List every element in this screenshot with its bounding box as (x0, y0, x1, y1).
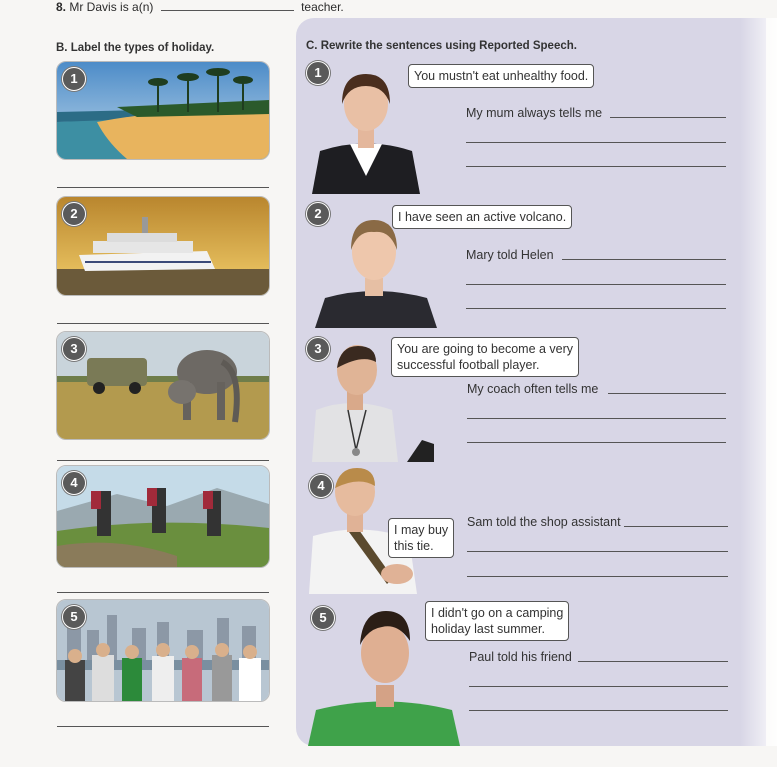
answer-line-3[interactable] (57, 460, 269, 461)
answer-line-5[interactable] (57, 726, 269, 727)
bubble-5-line-2: holiday last summer. (431, 622, 545, 636)
answer-line-1[interactable] (57, 187, 269, 188)
bubble-4-line-2: this tie. (394, 539, 434, 553)
bubble-5-line-1: I didn't go on a camping (431, 606, 564, 620)
write-line-3b[interactable] (467, 418, 726, 419)
cruise-ship-photo (56, 196, 270, 296)
answer-line-4[interactable] (57, 592, 269, 593)
write-line-4a[interactable] (624, 526, 728, 527)
prompt-2: Mary told Helen (466, 248, 554, 262)
prompt-4: Sam told the shop assistant (467, 515, 621, 529)
write-line-4b[interactable] (467, 551, 728, 552)
bubble-3-line-1: You are going to become a very (397, 342, 574, 356)
c-badge-4: 4 (309, 474, 333, 498)
exercise-number: 8. (56, 0, 67, 14)
businesswoman-image (312, 66, 420, 194)
write-line-1c[interactable] (466, 166, 726, 167)
write-line-5c[interactable] (469, 710, 728, 711)
answer-blank[interactable] (161, 0, 294, 11)
write-line-5a[interactable] (578, 661, 728, 662)
c-badge-5: 5 (311, 606, 335, 630)
page-fold-shadow (740, 18, 777, 746)
speech-bubble-3 (391, 337, 579, 377)
write-line-1a[interactable] (610, 117, 726, 118)
write-line-5b[interactable] (469, 686, 728, 687)
prompt-3: My coach often tells me (467, 382, 599, 396)
sightseeing-photo (56, 599, 270, 702)
write-line-3a[interactable] (608, 393, 726, 394)
hiking-photo (56, 465, 270, 568)
badge-4: 4 (62, 471, 86, 495)
safari-photo (56, 331, 270, 440)
bubble-4-line-1: I may buy (394, 523, 449, 537)
write-line-2a[interactable] (562, 259, 726, 260)
exercise-8-line (56, 0, 344, 14)
answer-line-2[interactable] (57, 323, 269, 324)
write-line-2b[interactable] (466, 284, 726, 285)
exercise-text-after: teacher. (301, 0, 344, 14)
badge-1: 1 (62, 67, 86, 91)
badge-2: 2 (62, 202, 86, 226)
c-badge-1: 1 (306, 61, 330, 85)
c-badge-3: 3 (306, 337, 330, 361)
write-line-4c[interactable] (467, 576, 728, 577)
speech-bubble-4 (388, 518, 454, 558)
prompt-5: Paul told his friend (469, 650, 572, 664)
bubble-3-line-2: successful football player. (397, 358, 540, 372)
write-line-3c[interactable] (467, 442, 726, 443)
c-badge-2: 2 (306, 202, 330, 226)
section-c-heading: C. Rewrite the sentences using Reported Speech. (306, 40, 577, 52)
prompt-1: My mum always tells me (466, 106, 603, 120)
exercise-text-before: Mr Davis is a(n) (69, 0, 154, 14)
section-b-heading: B. Label the types of holiday. (56, 42, 215, 54)
write-line-2c[interactable] (466, 308, 726, 309)
speech-bubble-5 (425, 601, 569, 641)
badge-3: 3 (62, 337, 86, 361)
write-line-1b[interactable] (466, 142, 726, 143)
beach-photo (56, 61, 270, 160)
speech-bubble-1: You mustn't eat unhealthy food. (408, 64, 594, 88)
speech-bubble-2: I have seen an active volcano. (392, 205, 572, 229)
badge-5: 5 (62, 605, 86, 629)
